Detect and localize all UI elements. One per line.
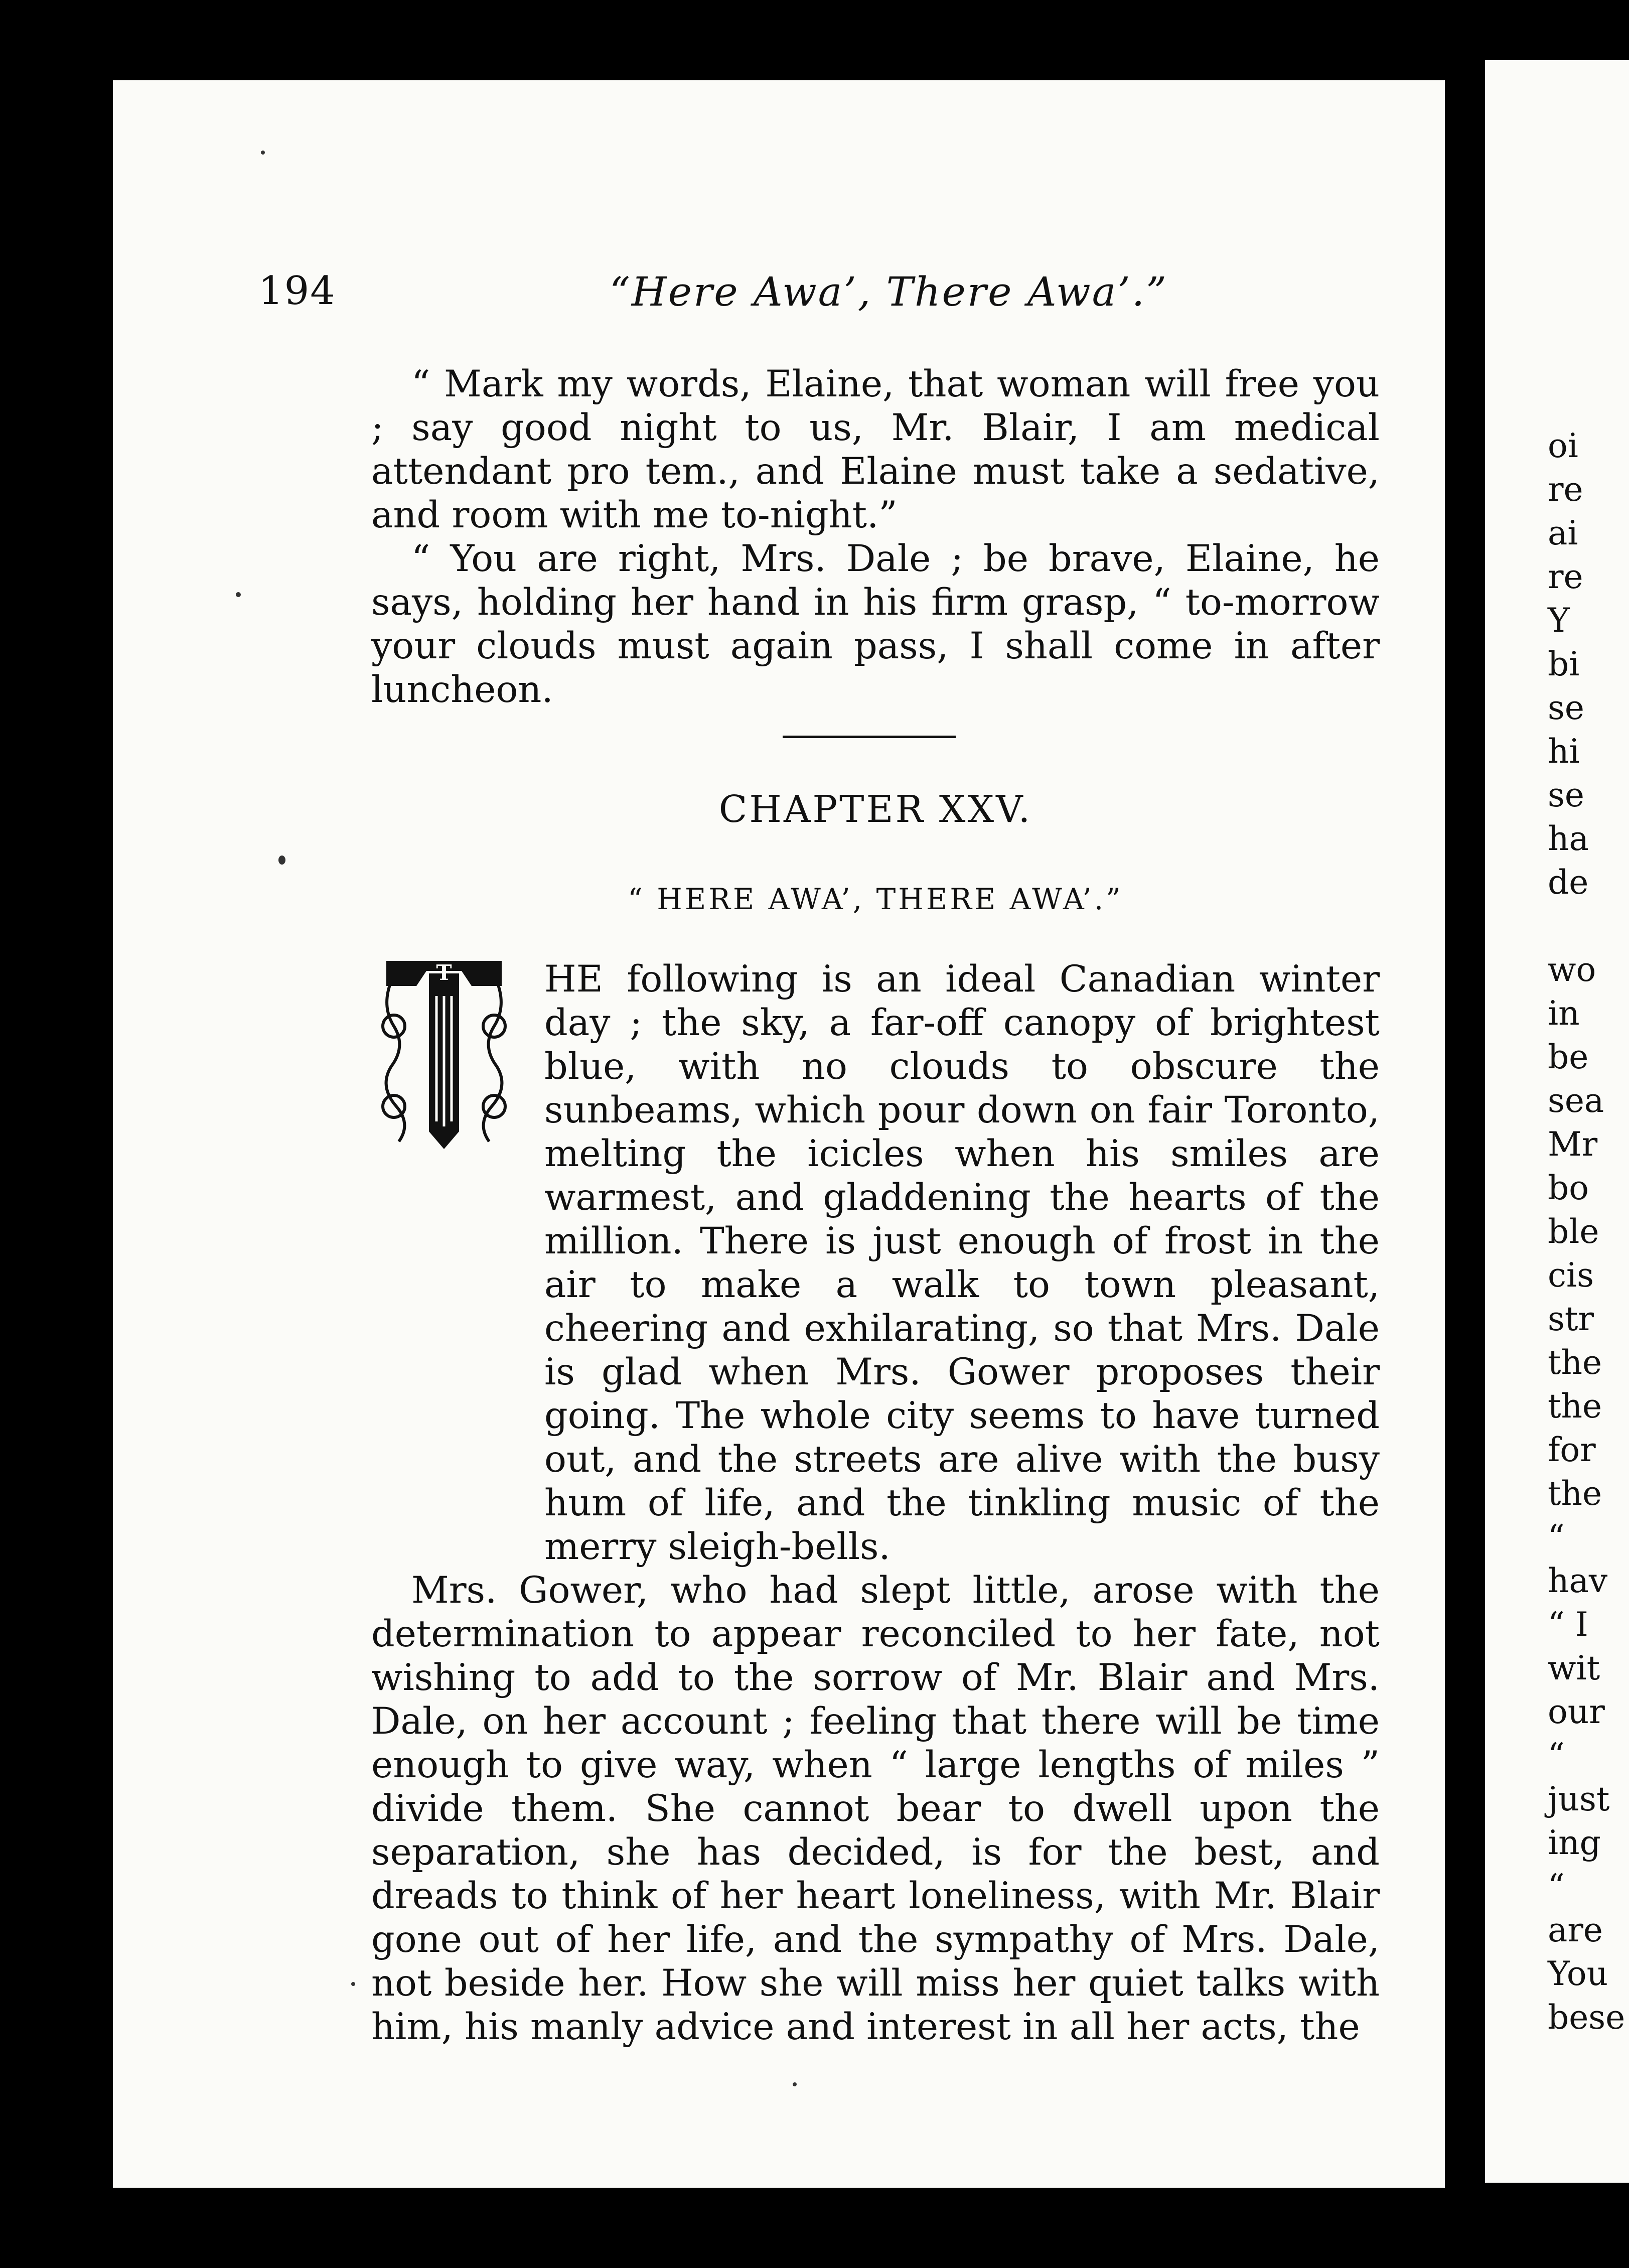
scan-speck (278, 856, 285, 865)
scan-speck (351, 1982, 355, 1986)
paragraph: “ Mark my words, Elaine, that woman will free you ; say good night to us, Mr. Blair, I am medical attendant pro tem., and Elaine must take a sedative, and room with me to-night.” (371, 363, 1380, 536)
page-gutter (1445, 75, 1490, 2193)
running-title: “Here Awa’, There Awa’.” (610, 268, 1168, 315)
facing-page-text-fragments: oi re ai re Y bi se hi se ha de wo in be sea Mr bo ble cis str the the for the “ hav “ I wit our “ just ing “ are You bese (1548, 427, 1625, 2037)
chapter-text-block (371, 957, 1380, 2049)
section-divider-rule (783, 736, 956, 738)
first-paragraph-text: following is an ideal Canadian winter day ; the sky, a far-off canopy of brightest blue, with no clouds to obscure the sunbeams, which pour down on fair Toronto, melting the icicles when his smiles are warmest, and gladdening the hearts of the million. There is just enough of frost in the air to make a walk to town pleasant, cheering and exhilarating, so that Mrs. Dale is glad when Mrs. Gower proposes their going. The whole city seems to have turned out, and the streets are alive with the busy hum of life, and the tinkling music of the merry sleigh-bells. (544, 958, 1380, 1568)
chapter-second-paragraph: Mrs. Gower, who had slept little, arose with the determination to appear reconciled to her fate, not wishing to add to the sorrow of Mr. Blair and Mrs. Dale, on her account ; feeling that there will be time enough to give way, when “ large lengths of miles ” divide them. She cannot bear to dwell upon the separation, she has decided, is for the best, and dreads to think of her heart loneliness, with Mr. Blair gone out of her life, and the sympathy of Mrs. Dale, not beside her. How she will miss her quiet talks with him, his manly advice and interest in all her acts, the (371, 1569, 1380, 2048)
facing-page (1485, 60, 1629, 2183)
scan-speck (261, 151, 265, 155)
chapter-title: CHAPTER XXV. (718, 788, 1032, 831)
chapter-subtitle: “ HERE AWA’, THERE AWA’.” (628, 882, 1123, 916)
drop-cap-letter: T (436, 960, 452, 985)
scan-speck (236, 592, 241, 597)
page-number: 194 (258, 268, 336, 314)
paragraph: “ You are right, Mrs. Dale ; be brave, Elaine, he says, holding her hand in his firm grasp, “ to-morrow your clouds must again pass, I shall come in after luncheon. (371, 537, 1380, 711)
page-header (258, 268, 1377, 324)
first-word-rest: HE (544, 958, 603, 1001)
chapter-first-paragraph (371, 957, 1380, 1569)
scan-speck (793, 2082, 797, 2086)
opening-text-block (371, 362, 1380, 712)
